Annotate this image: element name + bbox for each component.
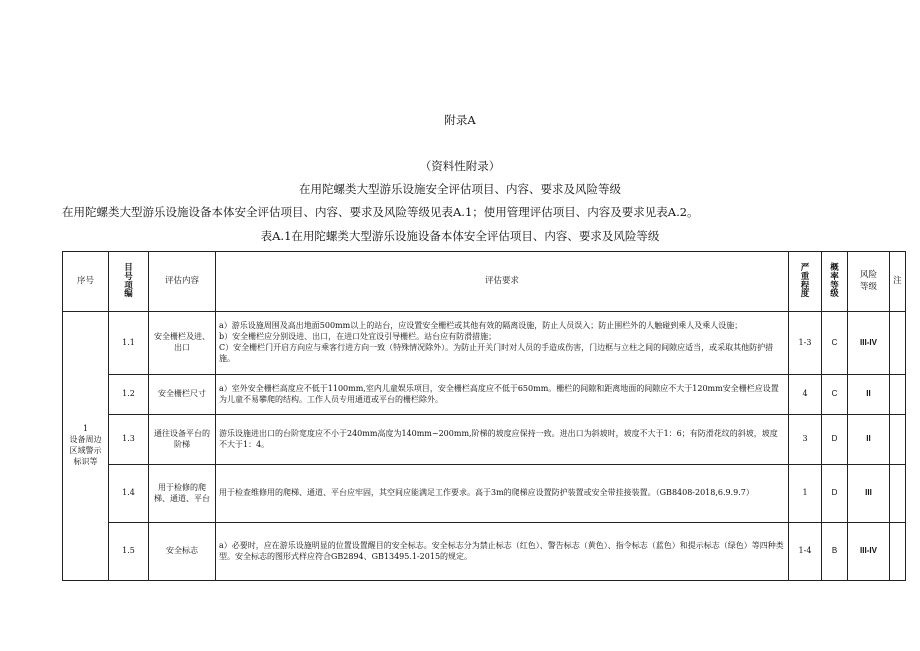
row-risk: III-IV — [848, 312, 890, 375]
header-severity — [789, 252, 822, 312]
requirement-line: 游乐设施进出口的台阶宽度应不小于240mm高度为140mm~200mm,阶梯的坡度应保持一致。进出口为斜坡时，坡度不大于1：6；有防滑花纹的斜坡，坡度不大于1：4。 — [219, 428, 778, 449]
row-severity: 1 — [789, 465, 822, 523]
row-risk: II — [848, 415, 890, 465]
row-id: 1.2 — [109, 375, 149, 415]
header-risk-label: 风险等级 — [859, 270, 877, 292]
row-note — [890, 465, 906, 523]
row-probability: B — [822, 523, 848, 581]
header-item-code-label: 目号项编 — [124, 262, 133, 300]
row-probability: C — [822, 375, 848, 415]
group-number: 1 — [82, 424, 89, 434]
intro-paragraph: 在用陀螺类大型游乐设施设备本体安全评估项目、内容、要求及风险等级见表A.1；使用管理评估项目、内容及要求见表A.2。 — [62, 205, 699, 219]
row-id: 1.5 — [109, 523, 149, 581]
group-cell — [63, 312, 109, 581]
header-requirements: 评估要求 — [216, 252, 789, 312]
header-seq: 序号 — [63, 252, 109, 312]
row-id: 1.3 — [109, 415, 149, 465]
requirement-line: 用于检查维修用的爬梯、通道、平台应牢固，其空间应能满足工作要求。高于3m的爬梯应设置防护装置或安全带挂接装置。（GB8408-2018,6.9.9.7） — [219, 488, 754, 498]
requirement-line: a）室外安全栅栏高度应不低于1100mm,室内儿童娱乐项目，安全栅栏高度应不低于650mm。栅栏的间隙和距离地面的间隙应不大于120mm安全栅栏应设置为儿童不易攀爬的结构。工作人员专用通道或平台的栅栏除外。 — [219, 383, 779, 404]
row-requirements — [216, 465, 789, 523]
row-note — [890, 415, 906, 465]
header-severity-label: 严重程度 — [800, 262, 810, 300]
row-severity: 4 — [789, 375, 822, 415]
row-content: 安全栅栏尺寸 — [149, 375, 216, 415]
table-row — [63, 375, 906, 415]
assessment-table — [62, 251, 906, 581]
row-probability: C — [822, 312, 848, 375]
header-risk — [848, 252, 890, 312]
header-item-code — [109, 252, 149, 312]
row-note — [890, 312, 906, 375]
row-content: 安全栅栏及进、出口 — [149, 312, 216, 375]
table-row — [63, 465, 906, 523]
requirement-line: C）安全栅栏门开启方向应与乘客行进方向一致（特殊情况除外）。为防止开关门时对人员的手造成伤害，门边框与立柱之间的间隙应适当，或采取其他防护措施。 — [219, 343, 774, 363]
row-requirements — [216, 312, 789, 375]
row-severity: 1-3 — [789, 312, 822, 375]
row-id: 1.4 — [109, 465, 149, 523]
row-content: 用于检修的爬梯、通道、平台 — [149, 465, 216, 523]
header-content: 评估内容 — [149, 252, 216, 312]
row-requirements — [216, 523, 789, 581]
header-probability-label: 概率等级 — [830, 262, 839, 300]
row-severity: 1-4 — [789, 523, 822, 581]
row-risk: III-IV — [848, 523, 890, 581]
row-risk: II — [848, 375, 890, 415]
row-id: 1.1 — [109, 312, 149, 375]
row-severity: 3 — [789, 415, 822, 465]
table-title: 表A.1在用陀螺类大型游乐设施设备本体安全评估项目、内容、要求及风险等级 — [260, 229, 660, 243]
requirement-line: a）游乐设施周围及高出地面500mm以上的站台，应设置安全栅栏或其他有效的隔离设施，防止人员误入；防止围栏外的人触碰到乘人及乘人设施； — [219, 321, 743, 331]
header-probability — [822, 252, 848, 312]
row-note — [890, 523, 906, 581]
table-header-row — [63, 252, 906, 312]
table-row — [63, 312, 906, 375]
main-title: 在用陀螺类大型游乐设施安全评估项目、内容、要求及风险等级 — [299, 182, 621, 196]
row-requirements — [216, 375, 789, 415]
table-row — [63, 523, 906, 581]
header-note: 注 — [890, 252, 906, 312]
requirement-line: b）安全栅栏应分别设进、出口，在进口处宜设引导栅栏。站台应有防滑措施； — [219, 332, 497, 342]
row-content: 安全标志 — [149, 523, 216, 581]
row-probability: D — [822, 465, 848, 523]
row-probability: D — [822, 415, 848, 465]
row-note — [890, 375, 906, 415]
row-content: 通往设备平台的阶梯 — [149, 415, 216, 465]
group-name: 设备周边区域警示标识等 — [69, 435, 102, 466]
appendix-heading: 附录A — [444, 113, 476, 127]
table-row — [63, 415, 906, 465]
annex-type: （资料性附录） — [419, 159, 501, 173]
requirement-line: a）必要时，应在游乐设施明显的位置设置醒目的安全标志。安全标志分为禁止标志（红色）、警告标志（黄色）、指令标志（蓝色）和提示标志（绿色）等四种类型。安全标志的图形式样应符合GB2894、GB13495.1-2015的规定。 — [219, 540, 784, 561]
row-requirements — [216, 415, 789, 465]
row-risk: III — [848, 465, 890, 523]
